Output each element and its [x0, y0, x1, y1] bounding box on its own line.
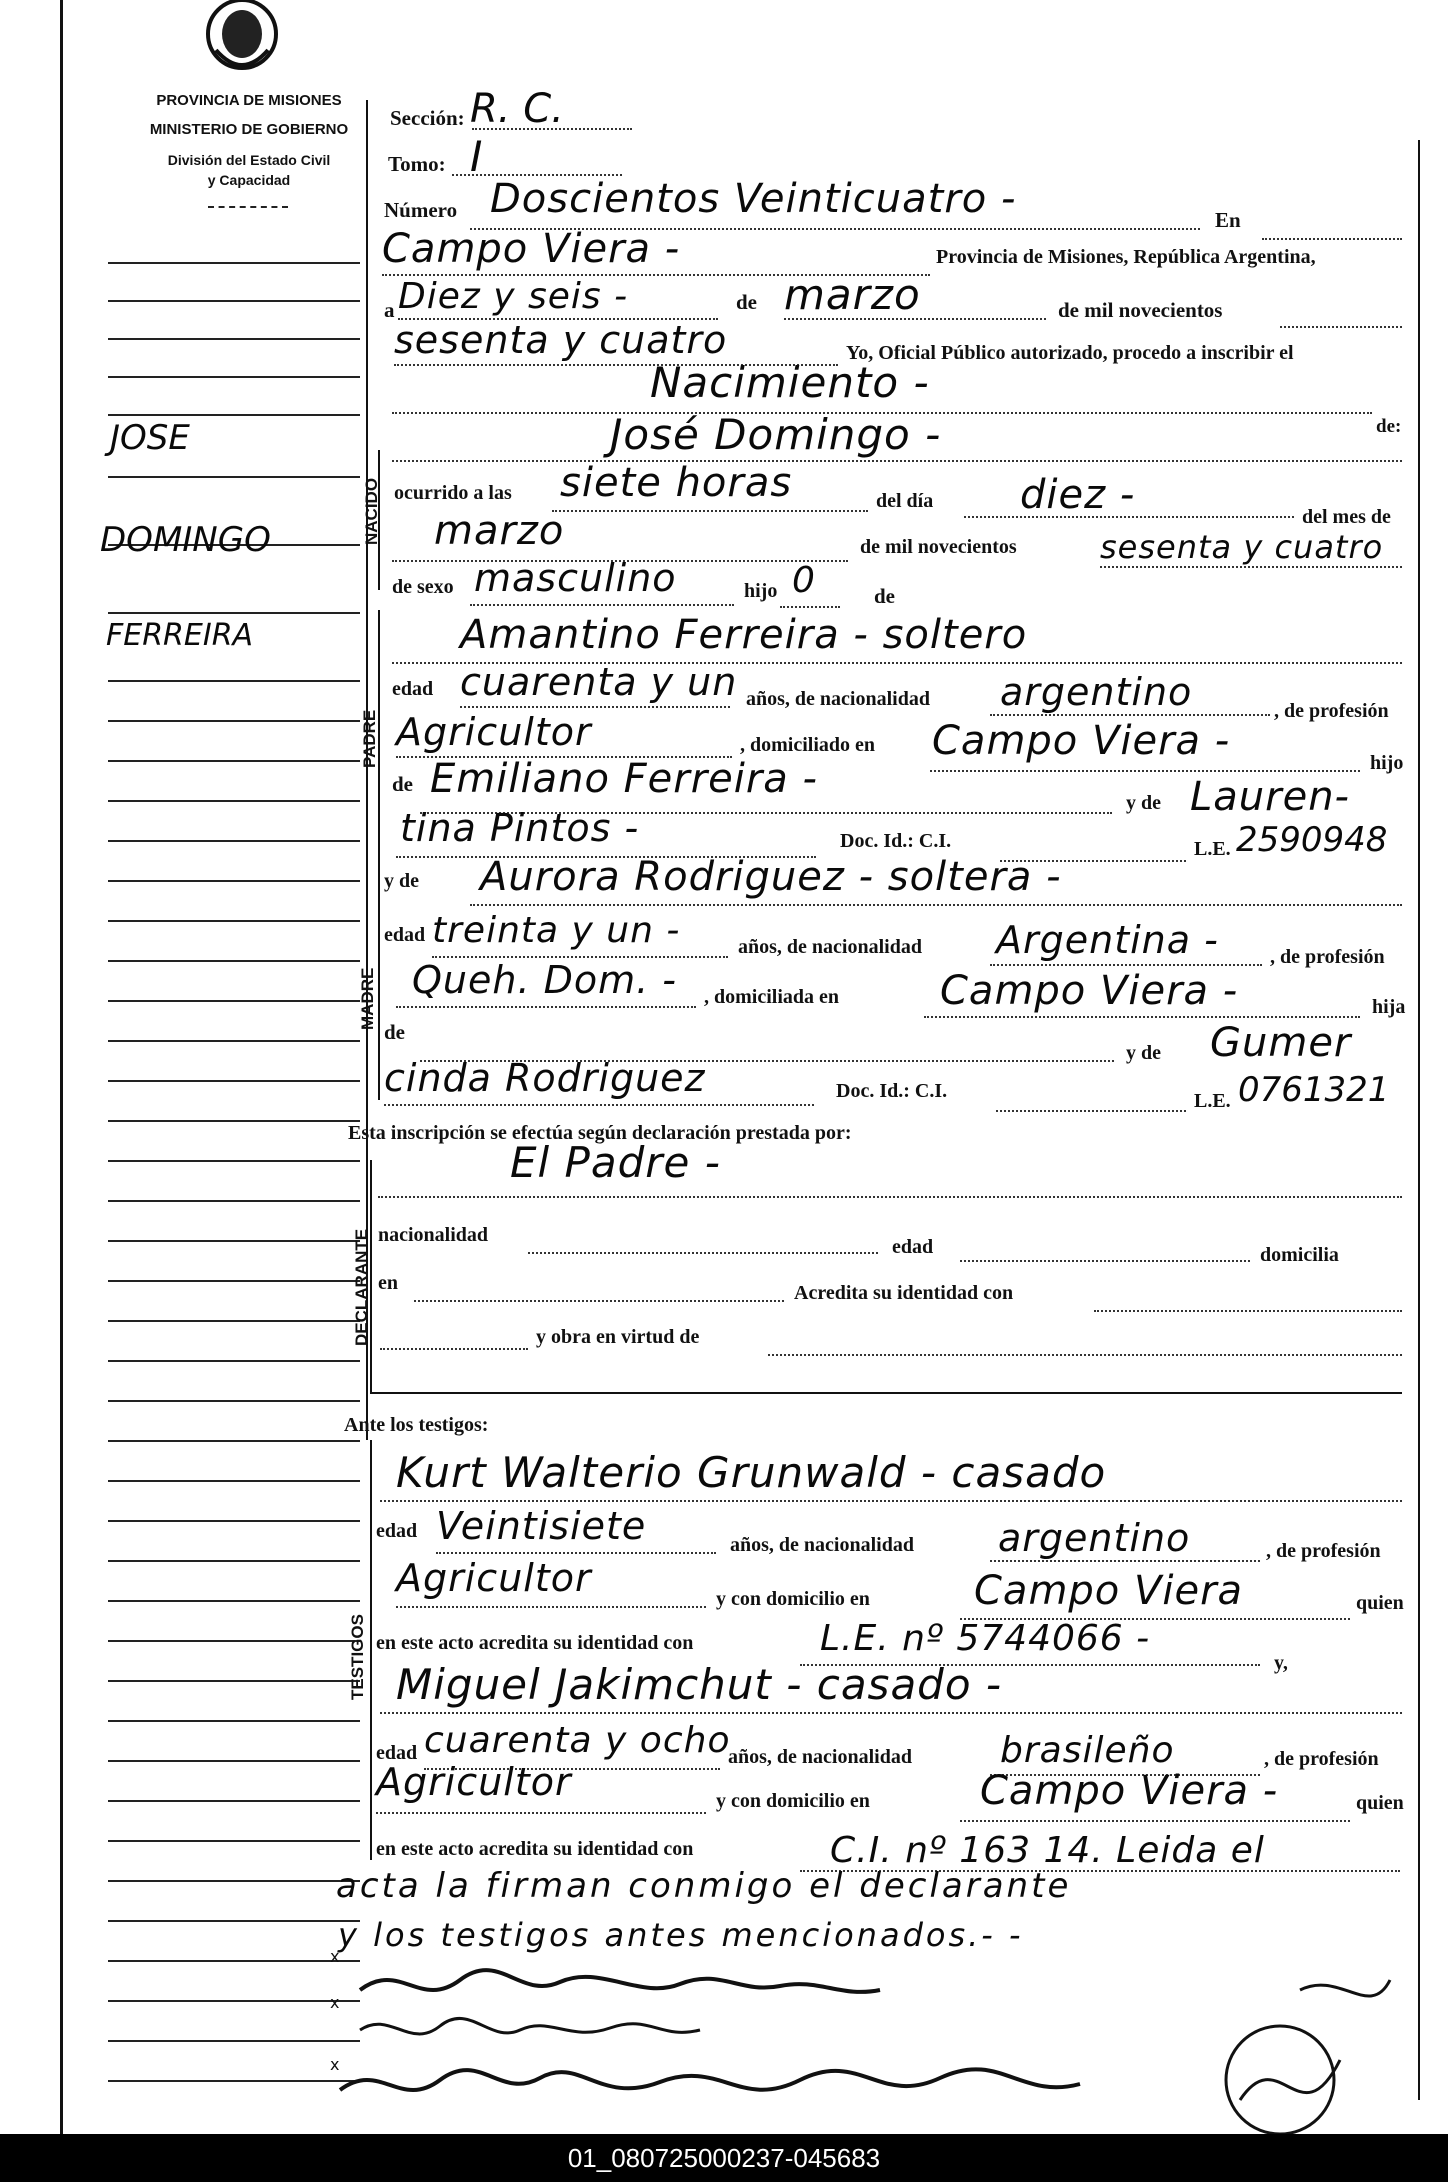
- value-padre-prof: Agricultor: [396, 710, 592, 754]
- value-seccion: R. C.: [470, 86, 564, 132]
- label-y-de: y de: [1126, 792, 1161, 814]
- value-anio-nac: sesenta y cuatro: [1100, 528, 1384, 566]
- label-esta-inscripcion: Esta inscripción se efectúa según declaración prestada por:: [348, 1122, 852, 1144]
- label-t2-domicilio: y con domicilio en: [716, 1790, 870, 1812]
- label-de-mil-nov: de mil novecientos: [860, 536, 1017, 558]
- value-madre: Aurora Rodriguez - soltera -: [480, 854, 1062, 900]
- header-province: PROVINCIA DE MISIONES: [156, 92, 342, 109]
- margin-name-first: JOSE: [110, 418, 190, 458]
- label-a: a: [384, 298, 395, 322]
- signature-testigo1: [340, 2069, 1080, 2090]
- dots-testigo2: [380, 1712, 1402, 1714]
- svg-text:x: x: [330, 1947, 340, 1966]
- label-t2-quien: quien: [1356, 1792, 1404, 1814]
- margin-vertical-line: [60, 0, 63, 2134]
- label-domicilia: domicilia: [1260, 1244, 1339, 1266]
- label-provincia: Provincia de Misiones, República Argentina,: [936, 246, 1316, 268]
- label-y-obra: y obra en virtud de: [536, 1326, 700, 1348]
- label-madre-prof: , de profesión: [1270, 946, 1385, 968]
- value-padre: Amantino Ferreira - soltero: [460, 612, 1028, 658]
- label-ocurrido: ocurrido a las: [394, 482, 512, 504]
- label-t1-domicilio: y con domicilio en: [716, 1588, 870, 1610]
- value-hora: siete horas: [560, 460, 793, 506]
- value-dia-nac: diez -: [1020, 472, 1136, 518]
- dots-t1-prof: [396, 1606, 706, 1608]
- label-t1-edad: edad: [376, 1520, 418, 1542]
- value-tomo: I: [470, 132, 483, 181]
- value-t1-nac: argentino: [998, 1516, 1191, 1560]
- testigos-bracket: [370, 1440, 372, 1860]
- dots-t2-prof: [376, 1812, 706, 1814]
- value-declarante: El Padre -: [510, 1138, 721, 1187]
- label-le: L.E.: [1194, 838, 1231, 860]
- value-abuelo-paterno: Emiliano Ferreira -: [430, 756, 818, 802]
- svg-text:x: x: [330, 1993, 340, 2012]
- label-padre-prof: , de profesión: [1274, 700, 1389, 722]
- label-hija: hija: [1372, 996, 1406, 1018]
- label-doc-id-madre: Doc. Id.: C.I.: [836, 1080, 948, 1102]
- madre-bracket: [378, 870, 380, 1100]
- value-sexo: masculino: [474, 556, 677, 600]
- value-madre-prof: Queh. Dom. -: [412, 958, 678, 1002]
- dots-nombre: [392, 460, 1402, 462]
- value-abuela-paterna-2: tina Pintos -: [400, 806, 640, 850]
- value-padre-nac: argentino: [1000, 670, 1193, 714]
- dots-mes: [784, 318, 1046, 320]
- closing-line2: y los testigos antes mencionados.- -: [338, 1916, 1024, 1954]
- value-abuela-materna-1: Gumer: [1210, 1020, 1352, 1066]
- label-y-de-madre: y de: [384, 870, 419, 892]
- dots-t2-dom: [960, 1820, 1350, 1822]
- dots-padre-nac: [990, 714, 1270, 716]
- label-en: En: [1215, 208, 1241, 232]
- label-t2-edad: edad: [376, 1742, 418, 1764]
- margin-name-surname: FERREIRA: [106, 618, 254, 653]
- value-t1-dom: Campo Viera: [974, 1568, 1244, 1614]
- header-capacidad: y Capacidad: [207, 172, 291, 188]
- value-madre-nac: Argentina -: [996, 918, 1219, 962]
- document-id-footer: 01_080725000237-045683: [0, 2134, 1448, 2182]
- label-en-decl: en: [378, 1272, 398, 1294]
- nacido-label: NACIDO: [362, 477, 381, 545]
- label-doc-id: Doc. Id.: C.I.: [840, 830, 952, 852]
- dots-ci-madre: [996, 1110, 1186, 1112]
- label-y-de-abuela-m: y de: [1126, 1042, 1161, 1064]
- value-dia: Diez y seis -: [398, 276, 629, 317]
- label-padre-nac: años, de nacionalidad: [746, 688, 930, 710]
- label-padre-edad: edad: [392, 678, 434, 700]
- value-t2-nac: brasileño: [1000, 1730, 1175, 1771]
- value-t2-dom: Campo Viera -: [980, 1768, 1279, 1814]
- value-mes: marzo: [784, 270, 921, 319]
- value-anio: sesenta y cuatro: [394, 318, 728, 362]
- header-division: División del Estado Civil: [167, 152, 331, 168]
- value-t1-doc: L.E. nº 5744066 -: [820, 1618, 1151, 1659]
- value-numero: Doscientos Veinticuatro -: [490, 176, 1017, 222]
- dots-nacionalidad: [528, 1252, 878, 1254]
- value-abuela-paterna-1: Lauren-: [1190, 774, 1350, 820]
- dots-en-decl: [414, 1300, 784, 1302]
- label-domiciliada: , domiciliada en: [704, 986, 840, 1008]
- label-t2-en-este-acto: en este acto acredita su identidad con: [376, 1838, 694, 1860]
- label-acredita: Acredita su identidad con: [794, 1282, 1014, 1304]
- value-padre-le: 2590948: [1236, 820, 1388, 860]
- label-tomo: Tomo:: [388, 152, 446, 176]
- label-t1-en-este-acto: en este acto acredita su identidad con: [376, 1632, 694, 1654]
- testigos-label: TESTIGOS: [348, 1614, 367, 1700]
- svg-text:x: x: [330, 2055, 340, 2074]
- label-del-mes: del mes de: [1302, 506, 1391, 528]
- value-t1-prof: Agricultor: [396, 1556, 592, 1600]
- header-ministry: MINISTERIO DE GOBIERNO: [149, 121, 349, 138]
- dots-madre-prof: [396, 1006, 696, 1008]
- margin-lines: [108, 0, 360, 2134]
- dots-t1-edad: [436, 1552, 716, 1554]
- dots-en: [1262, 238, 1402, 240]
- label-nacionalidad: nacionalidad: [378, 1224, 489, 1246]
- dots-madre-nac: [990, 964, 1262, 966]
- dots-padre-edad: [460, 706, 730, 708]
- official-stamp: [1226, 2026, 1340, 2134]
- value-t2-edad: cuarenta y ocho: [424, 1720, 731, 1761]
- dots-y-obra-b: [768, 1354, 1402, 1356]
- value-testigo1: Kurt Walterio Grunwald - casado: [396, 1448, 1107, 1497]
- label-edad-decl: edad: [892, 1236, 934, 1258]
- label-ante-testigos: Ante los testigos:: [344, 1414, 489, 1436]
- label-hijo: hijo: [1370, 752, 1404, 774]
- label-mil-novecientos: de mil novecientos: [1058, 298, 1223, 322]
- dots-acredita: [1094, 1310, 1402, 1312]
- dots-y-obra-a: [380, 1348, 528, 1350]
- dots-dia-nac: [964, 516, 1294, 518]
- label-seccion: Sección:: [390, 106, 465, 130]
- value-testigo2: Miguel Jakimchut - casado -: [396, 1660, 1003, 1709]
- dots-anio-nac: [1100, 566, 1402, 568]
- dots-testigo1: [380, 1500, 1402, 1502]
- value-madre-edad: treinta y un -: [432, 910, 681, 951]
- declarante-label: DECLARANTE: [352, 1228, 371, 1346]
- dots-madre: [470, 904, 1402, 906]
- declarante-rule: [370, 1392, 1402, 1394]
- dots-madre-dom: [924, 1016, 1360, 1018]
- value-nombre: José Domingo -: [610, 410, 942, 459]
- value-madre-dom: Campo Viera -: [940, 968, 1239, 1014]
- label-numero: Número: [384, 198, 458, 222]
- value-acto: Nacimiento -: [650, 358, 930, 407]
- dots-nov: [1280, 326, 1402, 328]
- dots-sexo: [470, 604, 734, 606]
- signature-padre: [360, 1970, 880, 1992]
- signatures-picture: [320, 1947, 1400, 2130]
- label-y-comma: y,: [1274, 1652, 1288, 1674]
- dots-declarante: [378, 1196, 1402, 1198]
- label-t2-nac: años, de nacionalidad: [728, 1746, 912, 1768]
- label-de-colon: de:: [1376, 416, 1402, 437]
- label-le-madre: L.E.: [1194, 1090, 1231, 1112]
- official-flourish: [1300, 1980, 1390, 1996]
- value-padre-dom: Campo Viera -: [932, 718, 1231, 764]
- label-t2-prof: , de profesión: [1264, 1748, 1379, 1770]
- label-de-abuelo-m: de: [384, 1020, 405, 1044]
- value-localidad: Campo Viera -: [382, 226, 681, 272]
- closing-line1: acta la firman conmigo el declarante: [336, 1866, 1072, 1906]
- label-hijo-num: hijo: [744, 580, 778, 602]
- value-padre-edad: cuarenta y un: [460, 660, 738, 704]
- label-de-abuelo: de: [392, 772, 413, 796]
- madre-label: MADRE: [358, 967, 377, 1030]
- value-abuela-materna-2: cinda Rodriguez: [384, 1056, 706, 1100]
- label-de: de: [736, 290, 757, 314]
- label-t1-nac: años, de nacionalidad: [730, 1534, 914, 1556]
- dots-seccion: [472, 128, 632, 130]
- value-madre-le: 0761321: [1238, 1070, 1390, 1110]
- label-t1-prof: , de profesión: [1266, 1540, 1381, 1562]
- margin-name-second: DOMINGO: [100, 520, 271, 560]
- label-t1-quien: quien: [1356, 1592, 1404, 1614]
- value-t2-doc: C.I. nº 163 14. Leida el: [830, 1830, 1265, 1871]
- dots-edad-decl: [960, 1260, 1250, 1262]
- value-t1-edad: Veintisiete: [436, 1504, 647, 1548]
- right-edge-line: [1418, 140, 1420, 2100]
- label-yo-oficial: Yo, Oficial Público autorizado, procedo a inscribir el: [846, 342, 1294, 364]
- label-madre-nac: años, de nacionalidad: [738, 936, 922, 958]
- value-hijo-num: 0: [792, 560, 816, 601]
- dots-hijo-num: [780, 606, 840, 608]
- padre-label: PADRE: [360, 709, 379, 768]
- label-del-dia: del día: [876, 490, 934, 512]
- label-de-sexo: de sexo: [392, 576, 454, 598]
- value-t2-prof: Agricultor: [376, 1760, 572, 1804]
- dots-padre-dom: [930, 770, 1360, 772]
- dots-abuela-m: [384, 1104, 814, 1106]
- signature-testigo2: [360, 2018, 700, 2034]
- value-mes-nac: marzo: [434, 508, 565, 554]
- label-madre-edad: edad: [384, 924, 426, 946]
- label-domiciliado: , domiciliado en: [740, 734, 876, 756]
- dots-t1-nac: [990, 1560, 1260, 1562]
- dots-hora: [552, 510, 868, 512]
- label-de-hijo: de: [874, 584, 895, 608]
